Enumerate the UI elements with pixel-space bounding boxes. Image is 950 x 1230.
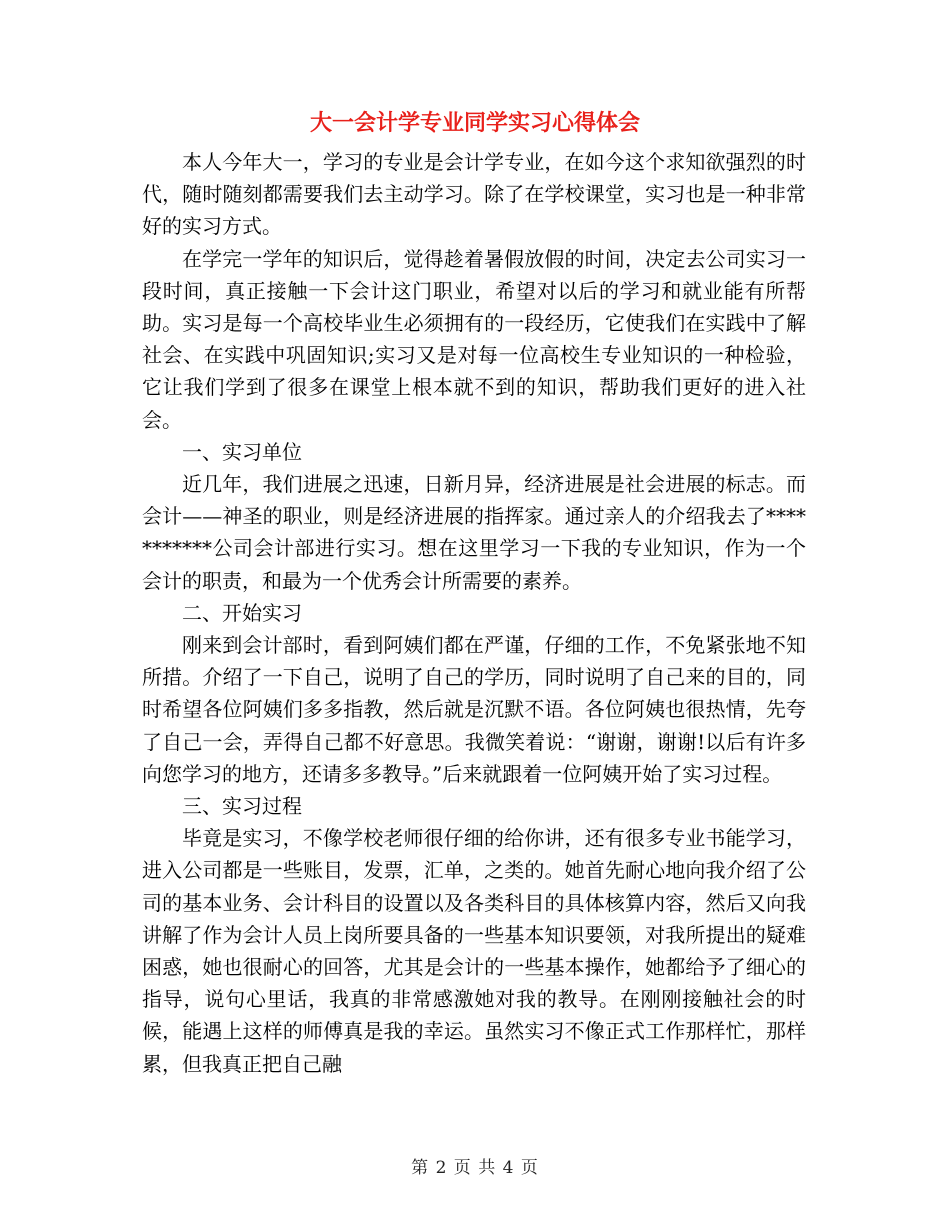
document-title: 大一会计学专业同学实习心得体会 [309, 111, 640, 136]
section-heading-start: 二、开始实习 [182, 600, 302, 625]
section-heading-unit: 一、实习单位 [182, 439, 302, 464]
paragraph-intro: 本人今年大一，学习的专业是会计学专业，在如今这个求知欲强烈的时代，随时随刻都需要我们去主动学习。除了在学校课堂，实习也是一种非常好的实习方式。 [142, 150, 806, 239]
page-footer: 第 2 页 共 4 页 [411, 1158, 539, 1178]
paragraph-start: 刚来到会计部时，看到阿姨们都在严谨，仔细的工作，不免紧张地不知所措。介绍了一下自己，说明了自己的学历，同时说明了自己来的目的，同时希望各位阿姨们多多指教，然后就是沉默不语。各位阿姨也很热情，先夸了自己一会，弄得自己都不好意思。我微笑着说：“谢谢，谢谢!以后有许多向您学习的地方，还请多多教导。”后来就跟着一位阿姨开始了实习过程。 [142, 633, 806, 786]
document-body [142, 146, 806, 1080]
paragraph-unit: 近几年，我们进展之迅速，日新月异，经济进展是社会进展的标志。而会计——神圣的职业，则是经济进展的指挥家。通过亲人的介绍我去了***********公司会计部进行实习。想在这里学习一下我的专业知识，作为一个会计的职责，和最为一个优秀会计所需要的素养。 [142, 472, 806, 593]
section-heading-process: 三、实习过程 [182, 794, 302, 819]
paragraph-purpose: 在学完一学年的知识后，觉得趁着暑假放假的时间，决定去公司实习一段时间，真正接触一下会计这门职业，希望对以后的学习和就业能有所帮助。实习是每一个高校毕业生必须拥有的一段经历，它使我们在实践中了解社会、在实践中巩固知识;实习又是对每一位高校生专业知识的一种检验，它让我们学到了很多在课堂上根本就不到的知识，帮助我们更好的进入社会。 [142, 246, 806, 432]
paragraph-process: 毕竟是实习，不像学校老师很仔细的给你讲，还有很多专业书能学习，进入公司都是一些账目，发票，汇单，之类的。她首先耐心地向我介绍了公司的基本业务、会计科目的设置以及各类科目的具体核算内容，然后又向我讲解了作为会计人员上岗所要具备的一些基本知识要领，对我所提出的疑难困惑，她也很耐心的回答，尤其是会计的一些基本操作，她都给予了细心的指导，说句心里话，我真的非常感激她对我的教导。在刚刚接触社会的时候，能遇上这样的师傅真是我的幸运。虽然实习不像正式工作那样忙，那样累，但我真正把自己融 [142, 826, 806, 1076]
